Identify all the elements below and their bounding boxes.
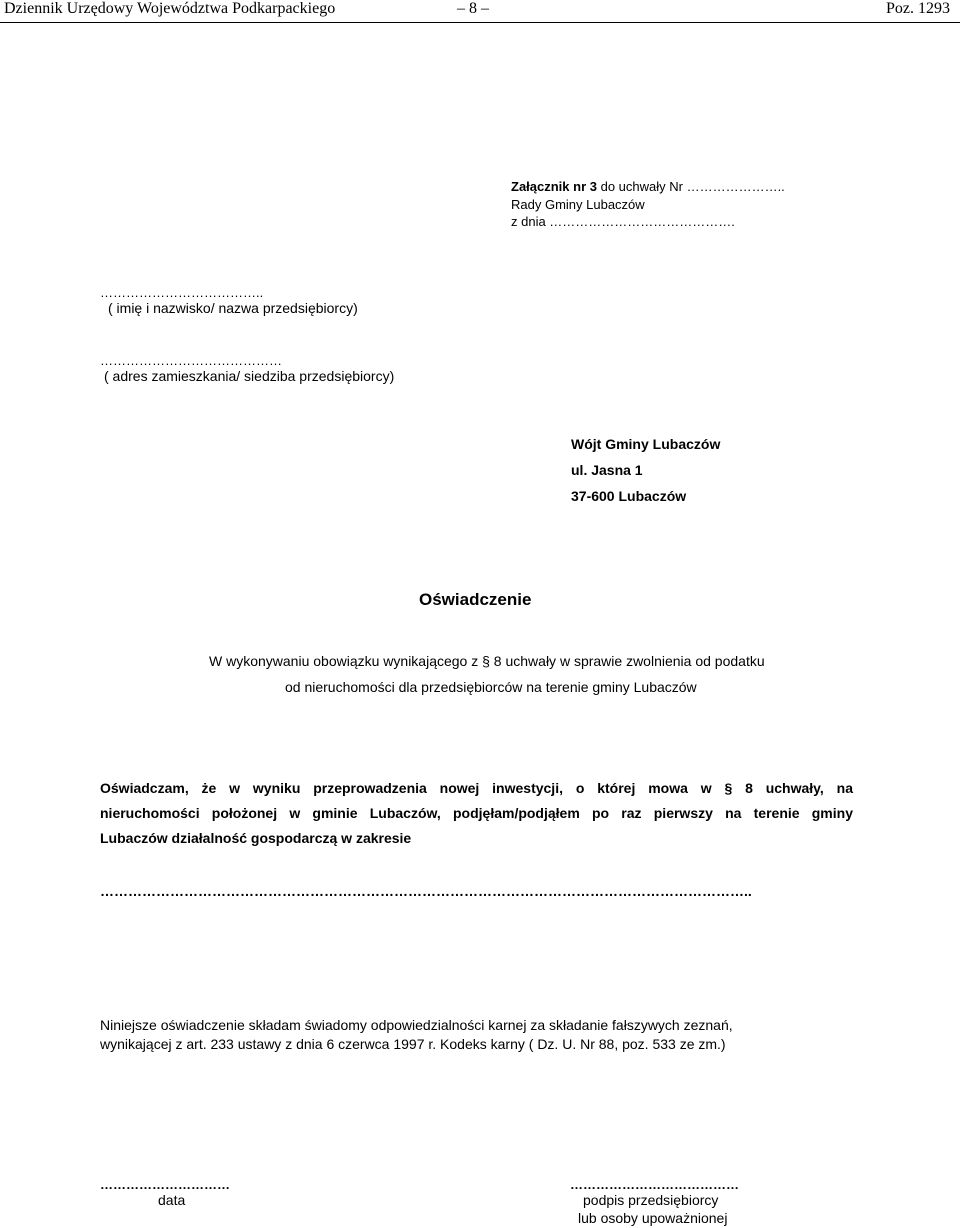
attachment-resolution: do uchwały Nr ………………….. xyxy=(596,179,785,194)
date-label: data xyxy=(158,1192,186,1208)
page-number: – 8 – xyxy=(457,0,489,17)
recipient-name: Wójt Gminy Lubaczów xyxy=(571,436,721,452)
signature-label-2: lub osoby upoważnionej xyxy=(578,1210,728,1226)
scope-dots: ………………………………………………………………………………………………………………………….. xyxy=(100,883,752,899)
recipient-street: ul. Jasna 1 xyxy=(571,462,643,478)
body-line-1: Oświadczam, że w wyniku przeprowadzenia nowej inwestycji, o której mowa w § 8 uchwały, na xyxy=(100,780,853,796)
signature-dots: ………………………………… xyxy=(570,1177,739,1192)
name-label: ( imię i nazwisko/ nazwa przedsiębiorcy) xyxy=(108,300,358,316)
address-label: ( adres zamieszkania/ siedziba przedsiębiorcy) xyxy=(104,368,395,384)
signature-label-1: podpis przedsiębiorcy xyxy=(583,1192,719,1208)
attachment-line-3: z dnia ……………………………………. xyxy=(511,214,735,229)
declaration-body xyxy=(100,776,853,851)
address-dots: …………………………………… xyxy=(100,353,282,368)
declaration-title: Oświadczenie xyxy=(419,590,532,609)
date-dots: ………………………… xyxy=(100,1177,230,1192)
attachment-number: Załącznik nr 3 xyxy=(511,179,597,194)
recipient-city: 37-600 Lubaczów xyxy=(571,488,687,504)
page-header xyxy=(0,0,960,23)
journal-title: Dziennik Urzędowy Województwa Podkarpackiego xyxy=(4,0,336,17)
intro-line-1: W wykonywaniu obowiązku wynikającego z § 8 uchwały w sprawie zwolnienia od podatku xyxy=(209,653,765,669)
position-number: Poz. 1293 xyxy=(886,0,950,17)
name-dots: ……………………………….. xyxy=(100,285,264,300)
attachment-line-2: Rady Gminy Lubaczów xyxy=(511,197,645,212)
body-line-3: Lubaczów działalność gospodarczą w zakresie xyxy=(100,830,412,846)
attachment-line-1 xyxy=(511,179,785,194)
liability-line-2: wynikającej z art. 233 ustawy z dnia 6 czerwca 1997 r. Kodeks karny ( Dz. U. Nr 88, poz. 533 ze zm.) xyxy=(100,1036,726,1052)
intro-line-2: od nieruchomości dla przedsiębiorców na terenie gminy Lubaczów xyxy=(285,679,697,695)
liability-line-1: Niniejsze oświadczenie składam świadomy odpowiedzialności karnej za składanie fałszywych zeznań, xyxy=(100,1017,733,1033)
body-line-2: nieruchomości położonej w gminie Lubaczów, podjęłam/podjąłem po raz pierwszy na terenie gminy xyxy=(100,805,853,821)
